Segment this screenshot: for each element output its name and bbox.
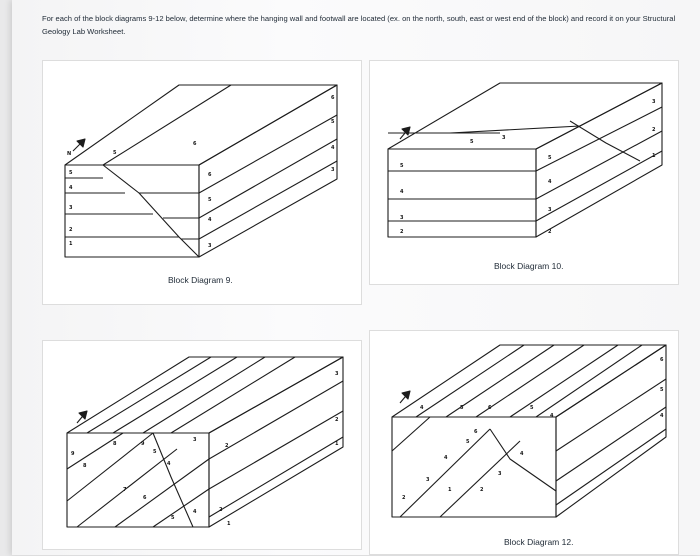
svg-text:3: 3	[652, 99, 656, 105]
svg-text:6: 6	[331, 95, 335, 101]
svg-text:3: 3	[69, 205, 73, 211]
svg-text:7: 7	[123, 487, 127, 493]
block-diagram-12-caption: Block Diagram 12.	[504, 537, 574, 547]
svg-text:5: 5	[171, 515, 175, 521]
svg-text:5: 5	[548, 155, 552, 161]
svg-text:5: 5	[331, 119, 335, 125]
svg-text:2: 2	[400, 229, 404, 235]
block-diagram-12-drawing	[370, 331, 680, 556]
svg-text:8: 8	[83, 463, 87, 469]
svg-text:5: 5	[466, 439, 470, 445]
svg-text:3: 3	[331, 167, 335, 173]
svg-text:9: 9	[71, 451, 75, 457]
svg-text:4: 4	[660, 413, 664, 419]
svg-text:4: 4	[420, 405, 424, 411]
svg-text:5: 5	[460, 405, 464, 411]
svg-text:5: 5	[470, 139, 474, 145]
svg-text:3: 3	[498, 471, 502, 477]
block-diagram-10-caption: Block Diagram 10.	[494, 261, 564, 271]
svg-text:6: 6	[660, 357, 664, 363]
svg-text:9: 9	[141, 441, 145, 447]
north-arrow-label: N	[67, 151, 72, 157]
svg-text:3: 3	[208, 243, 212, 249]
block-diagram-11-drawing	[43, 341, 363, 551]
svg-text:3: 3	[400, 215, 404, 221]
svg-text:3: 3	[502, 135, 506, 141]
instructions-text: For each of the block diagrams 9-12 below, determine where the hanging wall and footwall are located (ex. on the north, south, east or west end of the block) and record it on your Structural Geology Lab Worksheet.	[42, 14, 676, 36]
svg-text:4: 4	[331, 145, 335, 151]
block-diagram-9-panel	[42, 60, 362, 305]
svg-text:1: 1	[69, 241, 73, 247]
svg-text:2: 2	[69, 227, 73, 233]
svg-text:1: 1	[335, 441, 339, 447]
svg-text:3: 3	[193, 437, 197, 443]
svg-text:5: 5	[69, 170, 73, 176]
svg-text:1: 1	[448, 487, 452, 493]
block-diagram-11-panel	[42, 340, 362, 550]
svg-text:5: 5	[530, 405, 534, 411]
svg-text:2: 2	[652, 127, 656, 133]
block-diagram-9-caption: Block Diagram 9.	[168, 275, 233, 285]
svg-text:5: 5	[153, 449, 157, 455]
svg-text:2: 2	[335, 417, 339, 423]
svg-text:4: 4	[167, 461, 171, 467]
svg-text:1: 1	[227, 521, 231, 527]
block-diagram-10-drawing	[370, 61, 680, 286]
svg-text:4: 4	[520, 451, 524, 457]
svg-text:2: 2	[402, 495, 406, 501]
svg-text:5: 5	[400, 163, 404, 169]
svg-text:2: 2	[225, 443, 229, 449]
svg-text:6: 6	[208, 172, 212, 178]
svg-text:5: 5	[113, 150, 117, 156]
svg-text:4: 4	[548, 179, 552, 185]
svg-text:2: 2	[219, 507, 223, 513]
svg-text:5: 5	[208, 197, 212, 203]
svg-text:8: 8	[113, 441, 117, 447]
svg-text:2: 2	[548, 229, 552, 235]
block-diagram-10-panel	[369, 60, 679, 285]
svg-text:6: 6	[488, 405, 492, 411]
svg-text:4: 4	[400, 189, 404, 195]
svg-text:3: 3	[548, 207, 552, 213]
svg-text:2: 2	[480, 487, 484, 493]
svg-text:1: 1	[652, 153, 656, 159]
svg-text:5: 5	[660, 387, 664, 393]
svg-text:4: 4	[208, 217, 212, 223]
svg-text:6: 6	[143, 495, 147, 501]
worksheet-page	[12, 0, 700, 555]
svg-text:4: 4	[550, 413, 554, 419]
svg-text:6: 6	[474, 429, 478, 435]
svg-text:6: 6	[193, 141, 197, 147]
svg-text:3: 3	[426, 477, 430, 483]
svg-text:4: 4	[193, 509, 197, 515]
svg-text:4: 4	[69, 185, 73, 191]
block-diagram-9-drawing	[43, 61, 363, 306]
svg-text:4: 4	[444, 455, 448, 461]
block-diagram-12-panel	[369, 330, 679, 555]
svg-text:3: 3	[335, 371, 339, 377]
